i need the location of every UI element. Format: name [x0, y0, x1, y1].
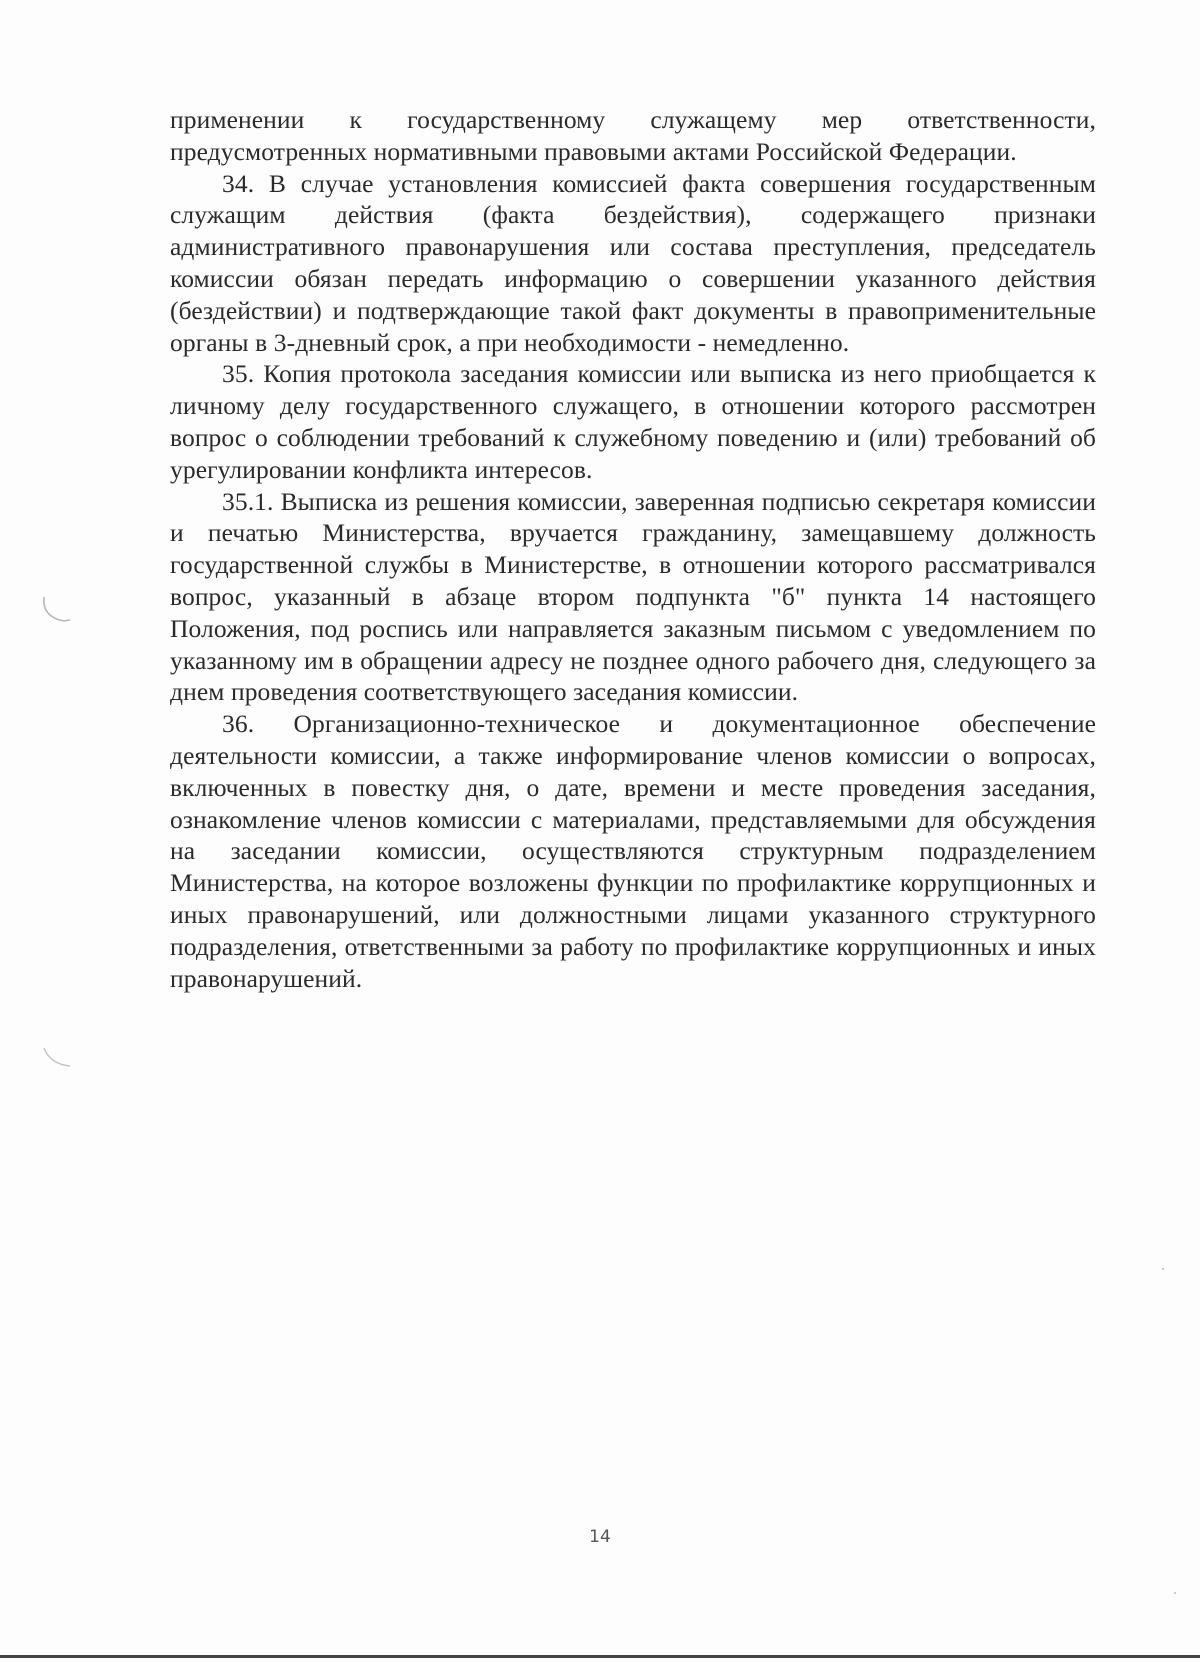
binder-hole-mark-upper	[38, 595, 74, 627]
scan-speck	[1160, 1266, 1166, 1272]
scan-speck	[1172, 1590, 1178, 1596]
page-number: 14	[589, 1527, 611, 1547]
binder-hole-mark-lower	[40, 1046, 76, 1072]
paragraph-continuation: применении к государственному служащему мер ответственности, предусмотренных нормативными правовыми актами Российской Федерации.	[170, 105, 1096, 166]
paragraph-35: 35. Копия протокола заседания комиссии или выписка из него приобщается к личному делу государственного служащего, в отношении которого рассмотрен вопрос о соблюдении требований к служебному поведению и (или) требований об урегулировании конфликта интересов.	[170, 359, 1096, 484]
scan-edge-line	[0, 1655, 1200, 1658]
document-body	[170, 104, 1096, 994]
paragraph-34: 34. В случае установления комиссией факта совершения государственным служащим действия (факта бездействия), содержащего признаки административного правонарушения или состава преступления, председатель комиссии обязан передать информацию о совершении указанного действия (бездействии) и подтверждающие такой факт документы в правоприменительные органы в 3-дневный срок, а при необходимости - немедленно.	[170, 168, 1096, 357]
paragraph-36: 36. Организационно-техническое и документационное обеспечение деятельности комиссии, а также информирование членов комиссии о вопросах, включенных в повестку дня, о дате, времени и месте проведения заседания, ознакомление членов комиссии с материалами, представляемыми для обсуждения на заседании комиссии, осуществляются структурным подразделением Министерства, на которое возложены функции по профилактике коррупционных и иных правонарушений, или должностными лицами указанного структурного подразделения, ответственными за работу по профилактике коррупционных и иных правонарушений.	[170, 709, 1096, 993]
paragraph-35-1: 35.1. Выписка из решения комиссии, заверенная подписью секретаря комиссии и печатью Министерства, вручается гражданину, замещавшему должность государственной службы в Министерстве, в отношении которого рассматривался вопрос, указанный в абзаце втором подпункта "б" пункта 14 настоящего Положения, под роспись или направляется заказным письмом с уведомлением по указанному им в обращении адресу не позднее одного рабочего дня, следующего за днем проведения соответствующего заседания комиссии.	[170, 486, 1096, 707]
